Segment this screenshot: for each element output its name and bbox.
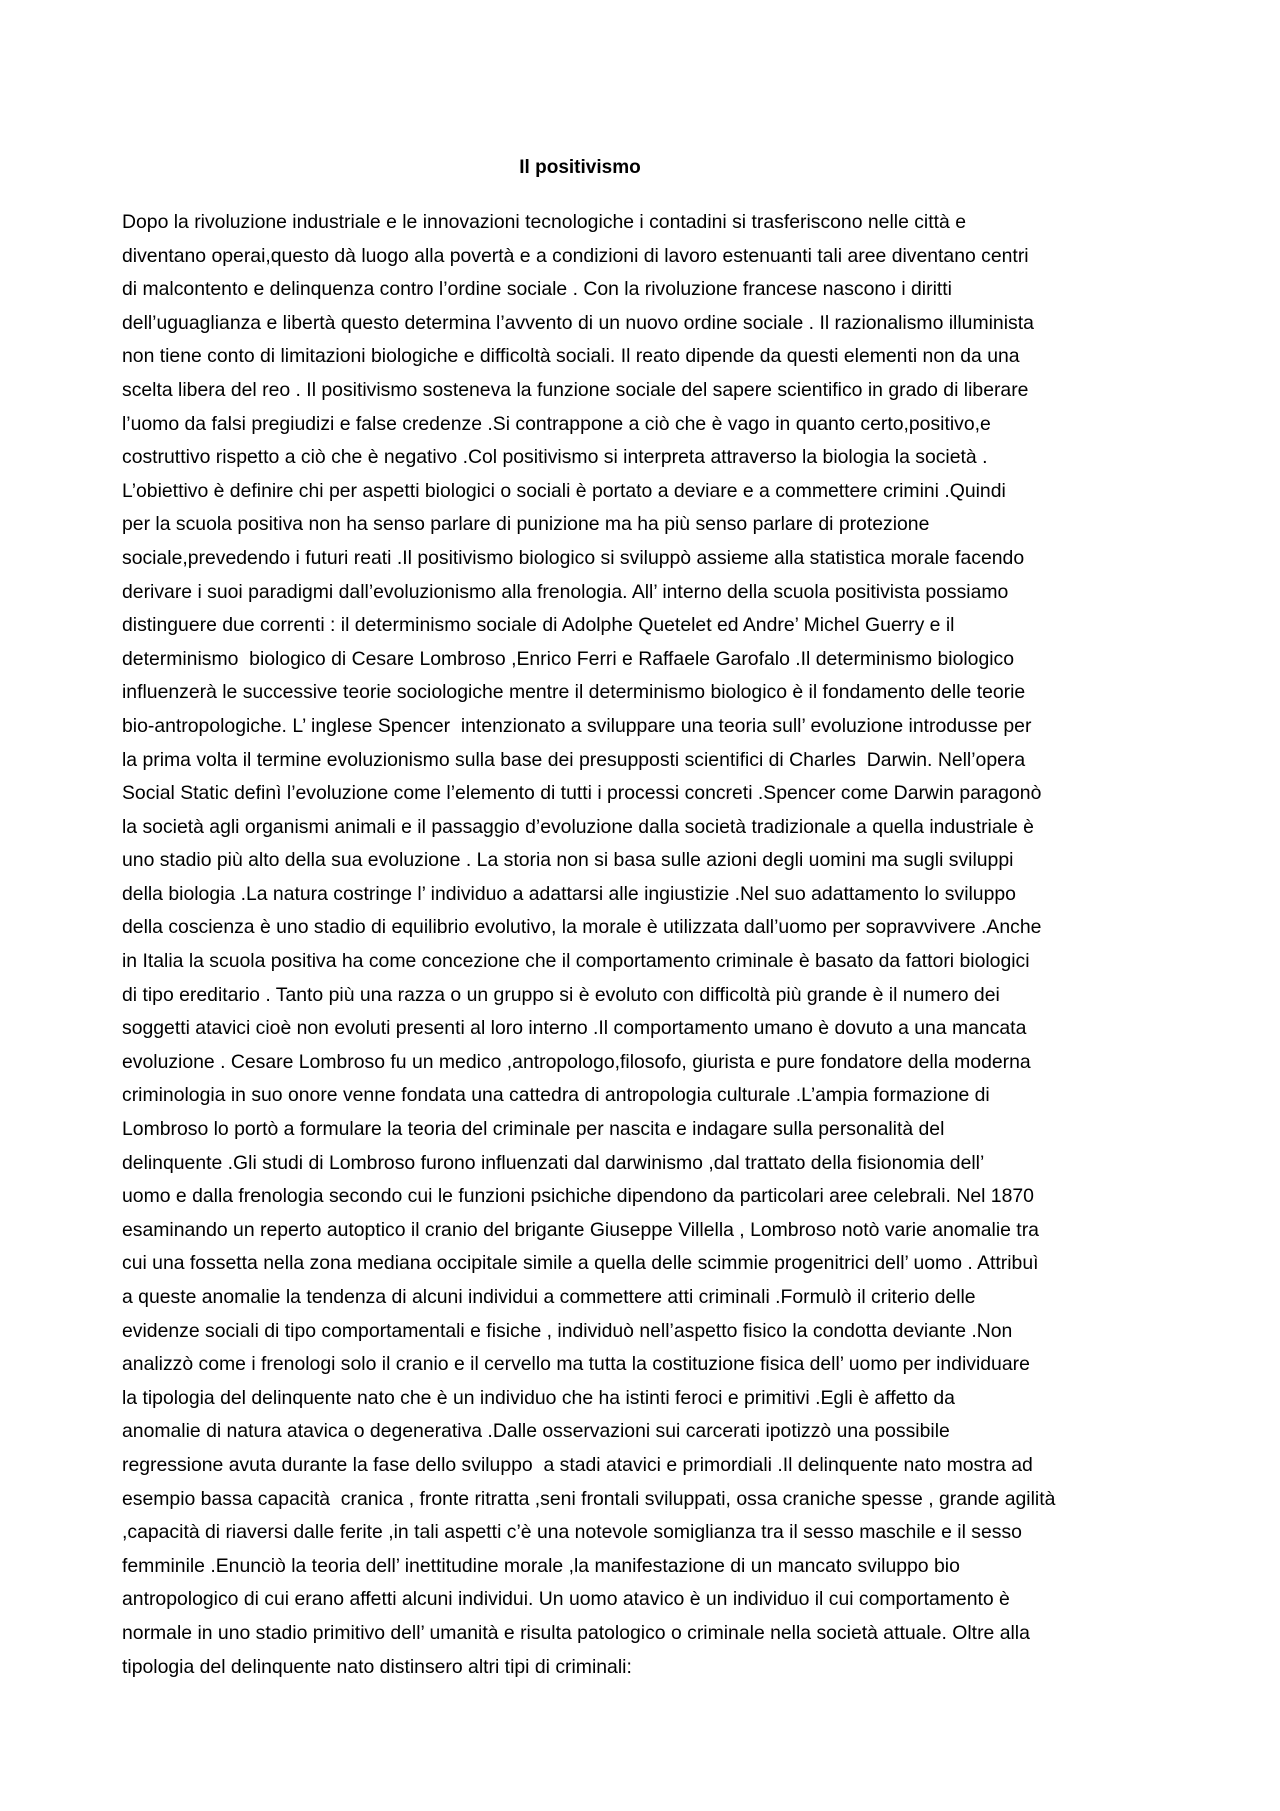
body-text-line: a queste anomalie la tendenza di alcuni individui a commettere atti criminali .Formulò il criterio delle <box>122 1286 976 1308</box>
body-text-line: L’obiettivo è definire chi per aspetti biologici o sociali è portato a deviare e a commettere crimini .Quindi <box>122 479 1006 502</box>
body-text-line: esaminando un reperto autoptico il cranio del brigante Giuseppe Villella , Lombroso notò varie anomalie tra <box>122 1218 1039 1241</box>
body-text-line: per la scuola positiva non ha senso parlare di punizione ma ha più senso parlare di protezione <box>122 513 930 536</box>
body-text-line: delinquente .Gli studi di Lombroso furono influenzati dal darwinismo ,dal trattato della fisionomia dell’ <box>122 1151 985 1174</box>
body-text-line: non tiene conto di limitazioni biologiche e difficoltà sociali. Il reato dipende da questi elementi non da una <box>122 345 1020 368</box>
body-text-line: tipologia del delinquente nato distinsero altri tipi di criminali: <box>122 1655 632 1678</box>
body-text-line: anomalie di natura atavica o degenerativa .Dalle osservazioni sui carcerati ipotizzò una possibile <box>122 1420 950 1443</box>
body-text-line: la tipologia del delinquente nato che è un individuo che ha istinti feroci e primitivi .Egli è affetto da <box>122 1386 955 1409</box>
body-text-line: costruttivo rispetto a ciò che è negativo .Col positivismo si interpreta attraverso la biologia la società . <box>122 446 988 469</box>
body-text-line: diventano operai,questo dà luogo alla povertà e a condizioni di lavoro estenuanti tali aree diventano centri <box>122 244 1029 267</box>
body-text-line: normale in uno stadio primitivo dell’ umanità e risulta patologico o criminale nella società attuale. Oltre alla <box>122 1621 1030 1644</box>
body-text-line: di malcontento e delinquenza contro l’ordine sociale . Con la rivoluzione francese nascono i diritti <box>122 278 952 301</box>
body-text-line: analizzò come i frenologi solo il cranio e il cervello ma tutta la costituzione fisica dell’ uomo per individuare <box>122 1353 1030 1376</box>
body-text-line: di tipo ereditario . Tanto più una razza o un gruppo si è evoluto con difficoltà più grande è il numero dei <box>122 983 1000 1006</box>
body-text-line: la prima volta il termine evoluzionismo sulla base dei presupposti scientifici di Charles Darwin. Nell’opera <box>122 748 1026 771</box>
body-text-line: bio-antropologiche. L’ inglese Spencer intenzionato a sviluppare una teoria sull’ evoluzione introdusse per <box>122 714 1032 737</box>
body-text-line: influenzerà le successive teorie sociologiche mentre il determinismo biologico è il fondamento delle teorie <box>122 681 1026 704</box>
body-text-line: della coscienza è uno stadio di equilibrio evolutivo, la morale è utilizzata dall’uomo per sopravvivere .Anche <box>122 916 1042 939</box>
body-text-line: femminile .Enunciò la teoria dell’ inettitudine morale ,la manifestazione di un mancato sviluppo bio <box>122 1554 960 1577</box>
body-text-line: soggetti atavici cioè non evoluti presenti al loro interno .Il comportamento umano è dovuto a una mancata <box>122 1017 1027 1040</box>
body-text-line: evidenze sociali di tipo comportamentali e fisiche , individuò nell’aspetto fisico la condotta deviante .Non <box>122 1319 1013 1342</box>
body-text-line: ,capacità di riaversi dalle ferite ,in tali aspetti c’è una notevole somiglianza tra il sesso maschile e il sesso <box>122 1521 1022 1544</box>
body-text-line: uomo e dalla frenologia secondo cui le funzioni psichiche dipendono da particolari aree celebrali. Nel 1870 <box>122 1185 1034 1208</box>
body-text-line: Dopo la rivoluzione industriale e le innovazioni tecnologiche i contadini si trasferiscono nelle città e <box>122 211 966 233</box>
body-text-line: Social Static definì l’evoluzione come l’elemento di tutti i processi concreti .Spencer come Darwin paragonò <box>122 782 1042 805</box>
body-text-line: Lombroso lo portò a formulare la teoria del criminale per nascita e indagare sulla personalità del <box>122 1118 945 1141</box>
body-text-line: l’uomo da falsi pregiudizi e false credenze .Si contrappone a ciò che è vago in quanto certo,positivo,e <box>122 412 991 435</box>
body-text-line: derivare i suoi paradigmi dall’evoluzionismo alla frenologia. All’ interno della scuola positivista possiamo <box>122 580 1009 603</box>
body-text-line: esempio bassa capacità cranica , fronte ritratta ,seni frontali sviluppati, ossa craniche spesse , grande agilità <box>122 1487 1056 1510</box>
body-text-line: antropologico di cui erano affetti alcuni individui. Un uomo atavico è un individuo il cui comportamento è <box>122 1588 1010 1611</box>
body-text-line: la società agli organismi animali e il passaggio d’evoluzione dalla società tradizionale a quella industriale è <box>122 815 1034 838</box>
body-text-line: della biologia .La natura costringe l’ individuo a adattarsi alle ingiustizie .Nel suo adattamento lo sviluppo <box>122 882 1016 905</box>
document-title: Il positivismo <box>519 157 641 178</box>
body-text-line: distinguere due correnti : il determinismo sociale di Adolphe Quetelet ed Andre’ Michel Guerry e il <box>122 614 955 637</box>
body-text-line: in Italia la scuola positiva ha come concezione che il comportamento criminale è basato da fattori biologici <box>122 950 1030 973</box>
body-text-line: evoluzione . Cesare Lombroso fu un medico ,antropologo,filosofo, giurista e pure fondatore della moderna <box>122 1050 1031 1073</box>
body-text-line: scelta libera del reo . Il positivismo sosteneva la funzione sociale del sapere scientifico in grado di liberare <box>122 378 1029 401</box>
body-text-line: determinismo biologico di Cesare Lombroso ,Enrico Ferri e Raffaele Garofalo .Il determinismo biologico <box>122 647 1015 670</box>
body-text-line: criminologia in suo onore venne fondata una cattedra di antropologia culturale .L’ampia formazione di <box>122 1084 990 1107</box>
body-text-line: regressione avuta durante la fase dello sviluppo a stadi atavici e primordiali .Il delinquente nato mostra ad <box>122 1453 1033 1476</box>
body-text-line: uno stadio più alto della sua evoluzione . La storia non si basa sulle azioni degli uomini ma sugli sviluppi <box>122 849 1014 872</box>
body-text-line: cui una fossetta nella zona mediana occipitale simile a quella delle scimmie progenitrici dell’ uomo . Attribuì <box>122 1252 1039 1275</box>
document-body <box>122 206 1162 1684</box>
body-text-line: sociale,prevedendo i futuri reati .Il positivismo biologico si sviluppò assieme alla statistica morale facendo <box>122 546 1025 569</box>
body-text-line: dell’uguaglianza e libertà questo determina l’avvento di un nuovo ordine sociale . Il razionalismo illuminista <box>122 311 1034 334</box>
